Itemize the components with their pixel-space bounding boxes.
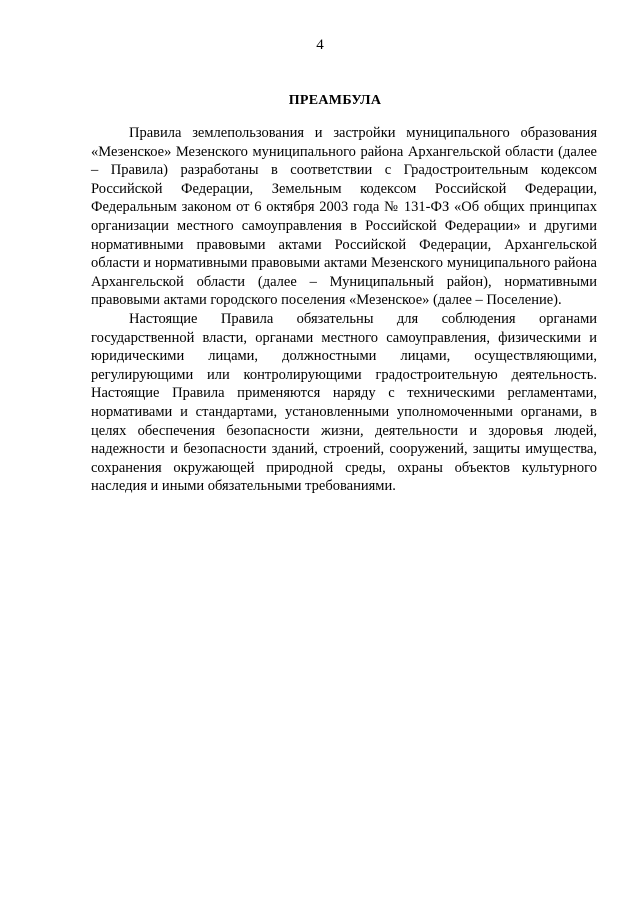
paragraph-2: Настоящие Правила обязательны для соблюдения органами государственной власти, органами местного самоуправления, физическими и юридическими лицами, должностными лицами, осуществляющими, регулирующими или контролирующими градостроительную деятельность. Настоящие Правила применяются наряду с техническими регламентами, нормативами и стандартами, установленными уполномоченными органами, в целях обеспечения безопасности жизни, деятельности и здоровья людей, надежности и безопасности зданий, строений, сооружений, защиты имущества, сохранения окружающей природной среды, охраны объектов культурного наследия и иными обязательными требованиями. xyxy=(91,310,597,495)
paragraph-1: Правила землепользования и застройки муниципального образования «Мезенское» Мезенского муниципального района Архангельской области (далее – Правила) разработаны в соответствии с Градостроительным кодексом Российской Федерации, Земельным кодексом Российской Федерации, Федеральным законом от 6 октября 2003 года № 131-ФЗ «Об общих принципах организации местного самоуправления в Российской Федерации» и другими нормативными правовыми актами Российской Федерации, Архангельской области и нормативными правовыми актами Мезенского муниципального района Архангельской области (далее – Муниципальный район), нормативными правовыми актами городского поселения «Мезенское» (далее – Поселение). xyxy=(91,125,597,309)
section-heading: ПРЕАМБУЛА xyxy=(288,93,382,108)
page-number: 4 xyxy=(316,37,324,53)
document-body xyxy=(91,124,597,496)
